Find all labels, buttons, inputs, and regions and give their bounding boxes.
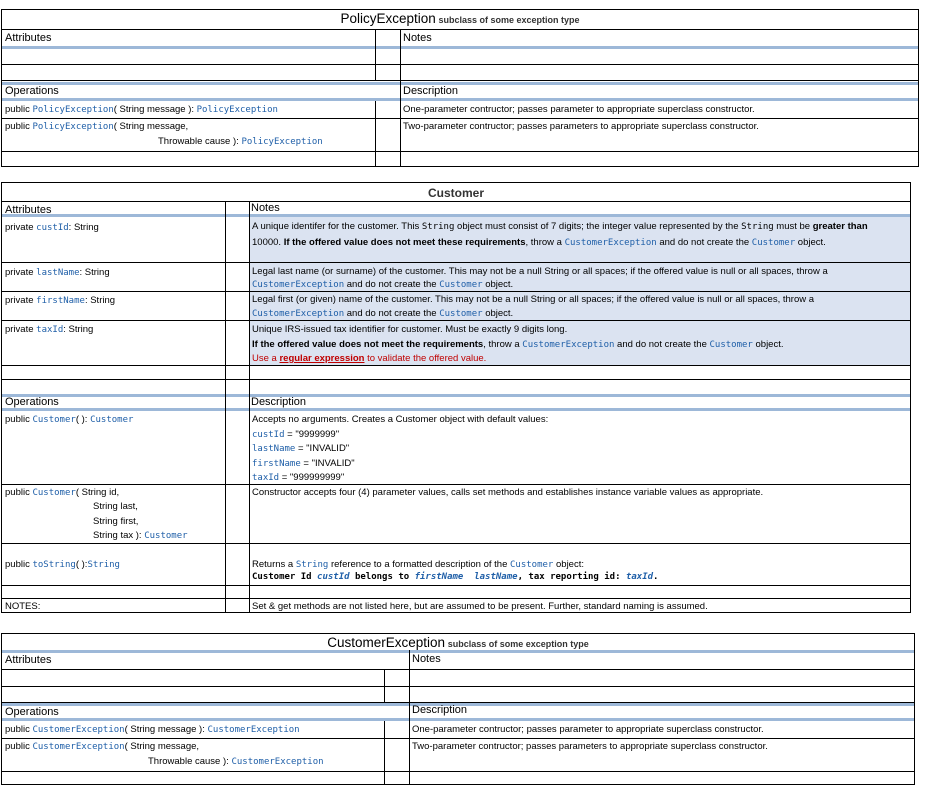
operations-header: Operations <box>5 85 59 97</box>
description-header: Description <box>412 704 468 716</box>
attributes-header: Attributes <box>5 654 52 666</box>
note-taxid-line2: If the offered value does not meet the requirements, throw a CustomerException and do not create the Customer object. <box>252 339 784 350</box>
operation-row-continuation: Throwable cause ): PolicyException <box>158 136 323 147</box>
class-subtitle: subclass of some exception type <box>438 15 580 25</box>
attributes-header: Attributes <box>5 32 52 44</box>
note-custid-line2: 10000. If the offered value does not meet these requirements, throw a CustomerException and do not create the Customer object. <box>252 237 826 248</box>
attribute-firstname: private firstName: String <box>5 295 116 306</box>
operation-tostring: public toString( ):String <box>5 559 120 570</box>
description-default-constructor: Accepts no arguments. Creates a Customer object with default values: <box>252 414 549 425</box>
notes-header: Notes <box>251 202 280 214</box>
description-tostring: Returns a String reference to a formatted description of the Customer object: <box>252 559 584 570</box>
attribute-lastname: private lastName: String <box>5 267 110 278</box>
note-firstname-line2: CustomerException and do not create the Customer object. <box>252 308 514 319</box>
class-title: Customer <box>427 186 484 200</box>
tostring-format: Customer Id custId belongs to firstName lastName, tax reporting id: taxId. <box>252 572 659 582</box>
attributes-header: Attributes <box>5 204 52 216</box>
description-header: Description <box>403 85 459 97</box>
class-title: CustomerException <box>327 635 446 650</box>
constructor-param: String last, <box>93 501 138 512</box>
note-firstname: Legal first (or given) name of the customer. This may not be a null String or all spaces; if the offered value is null or all spaces, throw a <box>252 294 815 305</box>
attribute-taxid: private taxId: String <box>5 324 94 335</box>
operation-default-constructor: public Customer( ): Customer <box>5 414 134 425</box>
attribute-custid: private custId: String <box>5 222 99 233</box>
note-custid: A unique identifer for the customer. This String object must consist of 7 digits; the integer value represented by the String must be greater than <box>252 221 868 232</box>
constructor-param: String tax ): Customer <box>93 530 188 541</box>
operations-header: Operations <box>5 706 59 718</box>
default-value-taxid: taxId = "999999999" <box>252 472 345 483</box>
notes-header: Notes <box>412 653 441 665</box>
description-cell: Two-parameter contructor; passes parameters to appropriate superclass constructor. <box>412 741 768 752</box>
policy-exception-table <box>1 9 919 167</box>
operation-row: public PolicyException( String message ): PolicyException <box>5 104 278 115</box>
note-lastname-line2: CustomerException and do not create the Customer object. <box>252 279 514 290</box>
customer-exception-table <box>1 633 915 785</box>
custex-title-row <box>2 635 914 650</box>
notes-row-label: NOTES: <box>5 601 41 612</box>
operation-full-constructor: public Customer( String id, <box>5 487 120 498</box>
operation-row: public PolicyException( String message, <box>5 121 189 132</box>
default-value-custid: custId = "9999999" <box>252 429 340 440</box>
default-value-lastname: lastName = "INVALID" <box>252 443 350 454</box>
note-taxid: Unique IRS-issued tax identifier for customer. Must be exactly 9 digits long. <box>252 324 568 335</box>
operation-row: public CustomerException( String message ): CustomerException <box>5 724 300 735</box>
notes-header: Notes <box>403 32 432 44</box>
operation-row: public CustomerException( String message, <box>5 741 200 752</box>
description-cell: One-parameter contructor; passes parameter to appropriate superclass constructor. <box>412 724 764 735</box>
default-value-firstname: firstName = "INVALID" <box>252 458 355 469</box>
operations-header: Operations <box>5 396 59 408</box>
note-lastname: Legal last name (or surname) of the customer. This may not be a null String or all spaces; if the offered value is null or all spaces, throw a <box>252 266 828 277</box>
note-taxid-line3: Use a regular expression to validate the offered value. <box>252 353 487 364</box>
description-cell: Two-parameter contructor; passes parameters to appropriate superclass constructor. <box>403 121 759 132</box>
constructor-param: String first, <box>93 516 139 527</box>
description-cell: One-parameter contructor; passes parameter to appropriate superclass constructor. <box>403 104 755 115</box>
class-title: PolicyException <box>340 11 436 26</box>
description-header: Description <box>251 396 307 408</box>
operation-row-continuation: Throwable cause ): CustomerException <box>148 756 324 767</box>
customer-table <box>1 182 911 613</box>
notes-row-text: Set & get methods are not listed here, but are assumed to be present. Further, standard naming is assumed. <box>252 601 708 612</box>
description-full-constructor: Constructor accepts four (4) parameter values, calls set methods and establishes instance variable values as appropriate. <box>252 487 764 498</box>
policy-title-row <box>2 11 918 26</box>
class-subtitle: subclass of some exception type <box>447 639 589 649</box>
